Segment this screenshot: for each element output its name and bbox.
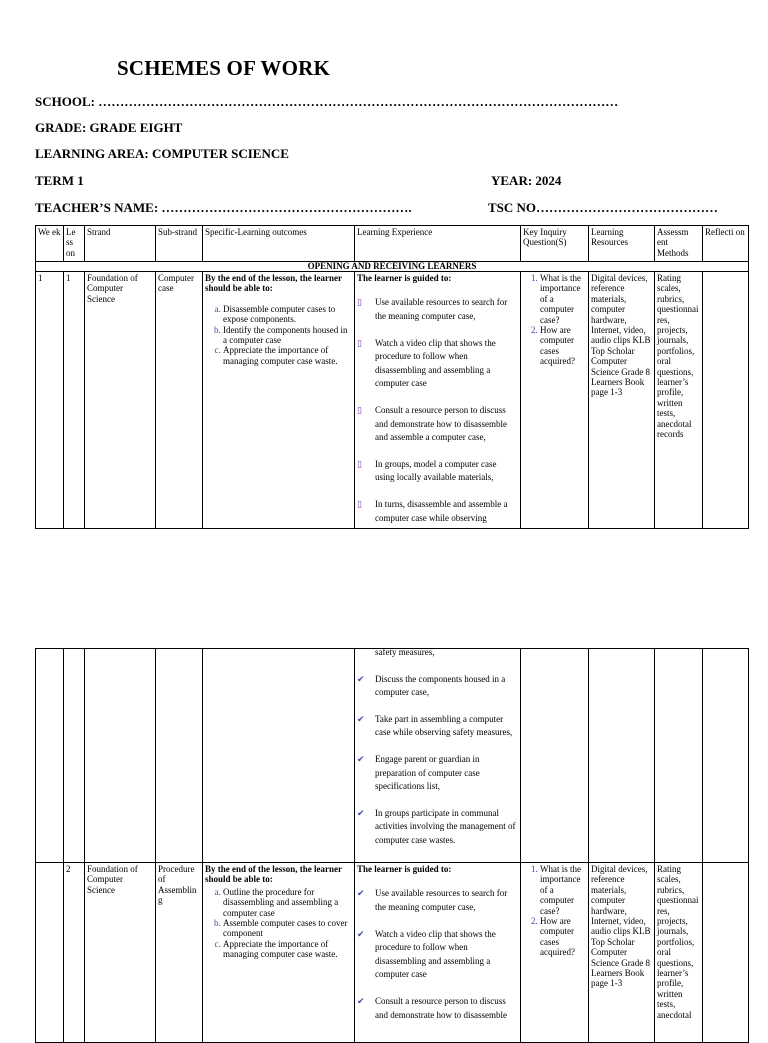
list-item: a. Outline the procedure for disassembling and assembling a computer case xyxy=(223,887,352,918)
term-field: TERM 1 xyxy=(35,173,84,188)
list-item: c. Appreciate the importance of managing computer case waste. xyxy=(223,939,352,960)
checkmark-icon: ✔ xyxy=(357,807,365,818)
experience-intro: The learner is guided to: xyxy=(357,864,452,874)
opening-band-label: OPENING AND RECEIVING LEARNERS xyxy=(36,262,749,272)
inquiry-cell xyxy=(521,863,589,1043)
outcome-list xyxy=(205,887,352,960)
list-item: 2. How are computer cases acquired? xyxy=(540,325,586,367)
header-substrand: Sub-strand xyxy=(156,226,203,262)
strand-cell: Foundation of Computer Science xyxy=(85,272,156,529)
header-inquiry: Key Inquiry Question(S) xyxy=(521,226,589,262)
question-list xyxy=(523,273,586,367)
header-experience: Learning Experience xyxy=(355,226,521,262)
list-item: ✔ Take part in assembling a computer case while observing safety measures, xyxy=(357,713,513,738)
list-item: safety measures, xyxy=(375,648,435,657)
lesson-cell xyxy=(64,649,85,863)
list-item: 2. How are computer cases acquired? xyxy=(540,916,586,958)
experience-cell xyxy=(355,863,521,1043)
header-outcomes: Specific-Learning outcomes xyxy=(203,226,355,262)
list-item: ▯ In turns, disassemble and assemble a computer case while observing xyxy=(357,498,508,523)
week-cell xyxy=(36,649,64,863)
header-lesson: Le ss on xyxy=(64,226,85,262)
list-item: ✔ Use available resources to search for the meaning computer case, xyxy=(357,888,508,912)
substrand-cell xyxy=(156,649,203,863)
checkmark-icon: ✔ xyxy=(357,753,365,764)
list-item: ✔ Engage parent or guardian in preparation of computer case specifications list, xyxy=(357,753,480,792)
strand-cell: Foundation of Computer Science xyxy=(85,863,156,1043)
list-item: ✔ Watch a video clip that shows the procedure to follow when disassembling and assembling a computer case xyxy=(357,928,496,980)
checkmark-icon: ✔ xyxy=(357,995,365,1006)
checkmark-icon: ✔ xyxy=(357,713,365,724)
list-item: ▯ Watch a video clip that shows the procedure to follow when disassembling and assembling a computer case xyxy=(357,337,496,389)
experience-cell xyxy=(355,272,521,529)
reflection-cell xyxy=(703,272,749,529)
checkbox-bullet-icon: ▯ xyxy=(357,458,362,469)
checkbox-bullet-icon: ▯ xyxy=(357,297,362,308)
checkmark-icon: ✔ xyxy=(357,928,365,939)
outcome-intro: By the end of the lesson, the learner should be able to: xyxy=(205,864,342,885)
school-field: SCHOOL: ………………………………………………………………………………………………………… xyxy=(35,94,619,109)
teacher-name-field: TEACHER’S NAME: …………………………………………………. xyxy=(35,200,412,215)
week-cell xyxy=(36,863,64,1043)
list-item: 1. What is the importance of a computer case? xyxy=(540,864,586,916)
scheme-table-2 xyxy=(35,648,749,1043)
substrand-cell: Computer case xyxy=(156,272,203,529)
outcome-intro: By the end of the lesson, the learner should be able to: xyxy=(205,273,342,294)
strand-cell xyxy=(85,649,156,863)
tsc-number-field: TSC NO…………………………………… xyxy=(488,200,719,215)
resources-cell: Digital devices, reference materials, computer hardware, Internet, video, audio clips KLB Top Scholar Computer Science Grade 8 Learners Book page 1-3 xyxy=(589,863,655,1043)
header-resources: Learning Resources xyxy=(589,226,655,262)
table-row xyxy=(36,863,749,1043)
assessment-cell: Rating scales, rubrics, questionnaires, projects, journals, portfolios, oral questions, learner’s profile, written tests, anecdotal xyxy=(655,863,703,1043)
list-item: a. Disassemble computer cases to expose components. xyxy=(223,304,352,325)
page-title: SCHEMES OF WORK xyxy=(117,56,331,80)
list-item: ✔ Discuss the components housed in a computer case, xyxy=(357,673,506,698)
table-header-row xyxy=(36,226,749,262)
scheme-table-1 xyxy=(35,225,749,529)
experience-cell xyxy=(355,649,521,863)
table-row xyxy=(36,272,749,529)
list-item: ▯ Use available resources to search for the meaning computer case, xyxy=(357,297,508,321)
list-item: ▯ In groups, model a computer case using locally available materials, xyxy=(357,458,497,483)
header-reflection: Reflecti on xyxy=(703,226,749,262)
assessment-cell xyxy=(655,649,703,863)
list-item: ✔ In groups participate in communal activities involving the management of computer case wastes. xyxy=(357,807,516,845)
lesson-cell: 2 xyxy=(64,863,85,1043)
reflection-cell xyxy=(703,649,749,863)
list-item: ▯ Consult a resource person to discuss and demonstrate how to disassemble and assemble a computer case, xyxy=(357,404,507,443)
list-item: 1. What is the importance of a computer case? xyxy=(540,273,586,325)
header-week: We ek xyxy=(36,226,64,262)
header-strand: Strand xyxy=(85,226,156,262)
substrand-cell: Procedure of Assembling xyxy=(156,863,203,1043)
inquiry-cell xyxy=(521,649,589,863)
checkmark-icon: ✔ xyxy=(357,673,365,684)
list-item: ✔ Consult a resource person to discuss and demonstrate how to disassemble xyxy=(357,995,507,1020)
checkbox-bullet-icon: ▯ xyxy=(357,404,362,415)
band-row xyxy=(36,262,749,272)
outcome-list xyxy=(205,304,352,366)
checkbox-bullet-icon: ▯ xyxy=(357,498,362,509)
list-item: c. Appreciate the importance of managing computer case waste. xyxy=(223,345,352,366)
year-field: YEAR: 2024 xyxy=(491,173,562,188)
resources-cell xyxy=(589,649,655,863)
outcomes-cell xyxy=(203,863,355,1043)
resources-cell: Digital devices, reference materials, computer hardware, Internet, video, audio clips KLB Top Scholar Computer Science Grade 8 Learners Book page 1-3 xyxy=(589,272,655,529)
checkbox-bullet-icon: ▯ xyxy=(357,337,362,348)
learning-area-field: LEARNING AREA: COMPUTER SCIENCE xyxy=(35,146,289,161)
outcomes-cell xyxy=(203,649,355,863)
grade-field: GRADE: GRADE EIGHT xyxy=(35,120,183,135)
experience-intro: The learner is guided to: xyxy=(357,273,452,283)
checkmark-icon: ✔ xyxy=(357,888,365,899)
list-item: b. Identify the components housed in a computer case xyxy=(223,325,352,346)
reflection-cell xyxy=(703,863,749,1043)
assessment-cell: Rating scales, rubrics, questionnaires, projects, journals, portfolios, oral questions, learner’s profile, written tests, anecdotal records xyxy=(655,272,703,529)
inquiry-cell xyxy=(521,272,589,529)
table-row xyxy=(36,649,749,863)
lesson-cell: 1 xyxy=(64,272,85,529)
header-assessment: Assessm ent Methods xyxy=(655,226,703,262)
week-cell: 1 xyxy=(36,272,64,529)
question-list xyxy=(523,864,586,958)
outcomes-cell xyxy=(203,272,355,529)
list-item: b. Assemble computer cases to cover component xyxy=(223,918,352,939)
